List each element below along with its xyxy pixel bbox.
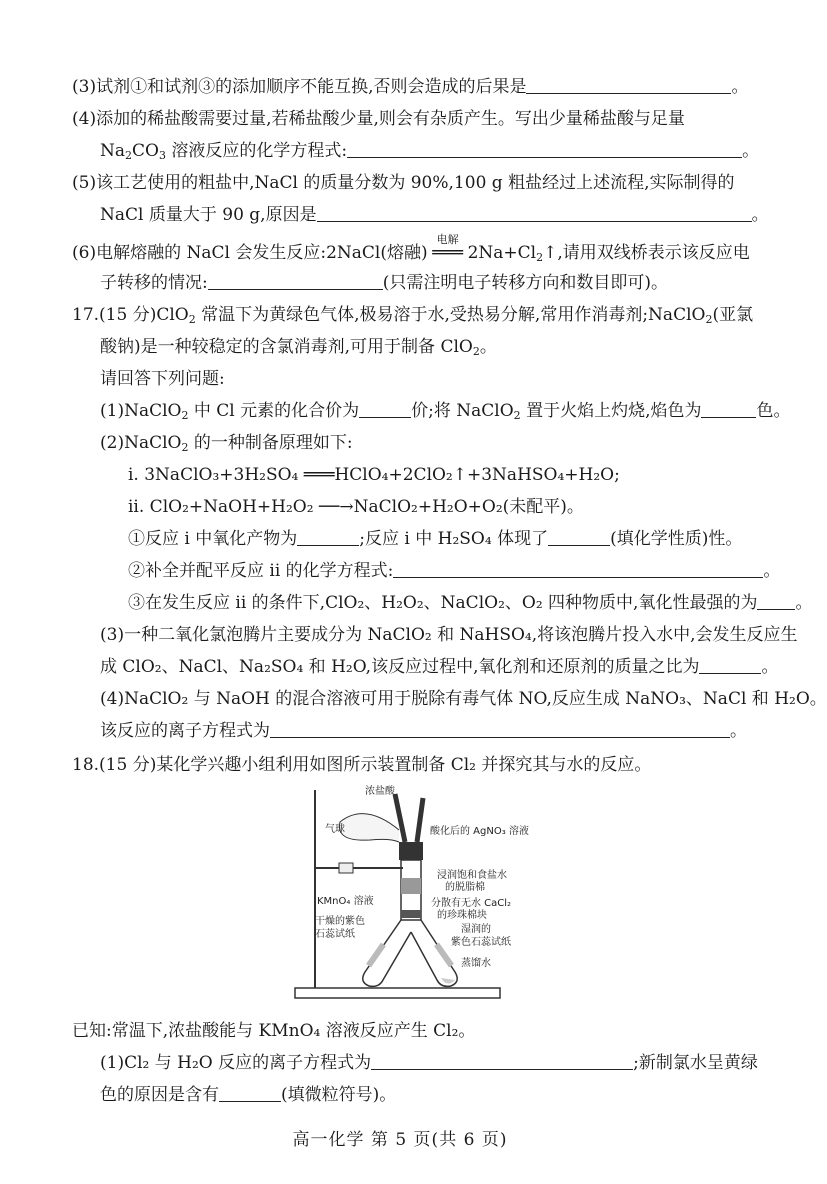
distilled-water (441, 978, 455, 984)
q17-reaction-ii: ii. ClO₂+NaOH+H₂O₂ ──→NaClO₂+H₂O+O₂(未配平)。 (128, 497, 584, 517)
answer-blank[interactable] (526, 77, 731, 94)
q18-part1-line1: (1)Cl₂ 与 H₂O 反应的离子方程式为 ;新制氯水呈黄绿 (100, 1053, 758, 1073)
stand-base (295, 988, 500, 998)
label-water: 蒸馏水 (461, 958, 491, 969)
answer-blank[interactable] (208, 273, 383, 290)
syringe-agno3 (417, 798, 423, 842)
q17-sub3: ③在发生反应 ii 的条件下,ClO₂、H₂O₂、NaClO₂、O₂ 四种物质中,氧化性最强的为 。 (128, 593, 813, 613)
q18-known: 已知:常温下,浓盐酸能与 KMnO₄ 溶液反应产生 Cl₂。 (72, 1021, 476, 1041)
label-balloon: 气球 (325, 824, 345, 835)
q17-part4-line1: (4)NaClO₂ 与 NaOH 的混合溶液可用于脱除有毒气体 NO,反应生成 NaNO₃、NaCl 和 H₂O。 (100, 689, 827, 709)
dry-litmus (366, 943, 386, 968)
balloon (339, 814, 399, 842)
q16-part5-line1: (5)该工艺使用的粗盐中,NaCl 的质量分数为 90%,100 g 粗盐经过上述流程,实际制得的 (72, 173, 735, 193)
q17-reaction-i: i. 3NaClO₃+3H₂SO₄ ═══HClO₄+2ClO₂↑+3NaHSO₄+H₂O; (128, 465, 620, 485)
right-leg (411, 920, 457, 986)
label-cacl2a: 分散有无水 CaCl₂ (431, 898, 512, 909)
stopper (399, 842, 423, 860)
page-footer: 高一化学 第 5 页(共 6 页) (292, 1130, 508, 1150)
answer-blank[interactable] (219, 1085, 281, 1102)
answer-blank[interactable] (359, 401, 411, 418)
q17-part4-line2: 该反应的离子方程式为 。 (100, 721, 747, 741)
answer-blank[interactable] (393, 561, 763, 578)
q16-part4-line1: (4)添加的稀盐酸需要过量,若稀盐酸少量,则会有杂质产生。写出少量稀盐酸与足量 (72, 109, 685, 129)
q17-part3-line1: (3)一种二氧化氯泡腾片主要成分为 NaClO₂ 和 NaHSO₄,将该泡腾片投入水中,会发生反应生 (100, 625, 798, 645)
q16-part5-line2: NaCl 质量大于 90 g,原因是 。 (100, 205, 769, 225)
label-conc-hcl: 浓盐酸 (365, 786, 395, 797)
left-leg (363, 920, 411, 986)
answer-blank[interactable] (317, 205, 752, 222)
clamp-knob (339, 863, 353, 873)
q17-intro-line1: 17.(15 分)ClO$_2$ 常温下为黄绿色气体,极易溶于水,受热易分解,常用作消毒剂;NaClO$_2$(亚氯 (72, 305, 754, 326)
q17-part2: (2)NaClO$_2$ 的一种制备原理如下: (100, 433, 353, 454)
answer-blank[interactable] (347, 141, 742, 158)
q17-sub2: ②补全并配平反应 ii 的化学方程式: 。 (128, 561, 781, 581)
answer-blank[interactable] (699, 657, 761, 674)
q17-sub1: ①反应 i 中氧化产物为 ;反应 i 中 H₂SO₄ 体现了 (填化学性质)性。 (128, 529, 743, 549)
q17-intro-line2: 酸钠)是一种较稳定的含氯消毒剂,可用于制备 ClO$_2$。 (100, 337, 497, 358)
label-cotton1a: 浸润饱和食盐水 (437, 870, 507, 881)
kmno4-solution (401, 878, 421, 894)
label-cacl2b: 的珍珠棉块 (437, 910, 487, 921)
q17-part3-line2: 成 ClO₂、NaCl、Na₂SO₄ 和 H₂O,该反应过程中,氧化剂和还原剂的质量之比为 。 (100, 657, 779, 677)
label-kmno4: KMnO₄ 溶液 (317, 896, 374, 907)
q18-intro: 18.(15 分)某化学兴趣小组利用如图所示装置制备 Cl₂ 并探究其与水的反应。 (72, 755, 652, 775)
answer-blank[interactable] (701, 401, 756, 418)
label-dry-a: 干燥的紫色 (315, 916, 365, 927)
label-agno3: 酸化后的 AgNO₃ 溶液 (430, 826, 529, 837)
apparatus-figure (295, 782, 529, 1007)
label-dry-b: 石蕊试纸 (315, 929, 355, 940)
q16-part3: (3)试剂①和试剂③的添加顺序不能互换,否则会造成的后果是 。 (72, 77, 749, 97)
answer-blank[interactable] (757, 593, 795, 610)
answer-blank[interactable] (548, 529, 610, 546)
q16-part6-line2: 子转移的情况: (只需注明电子转移方向和数目即可)。 (100, 273, 668, 293)
q18-part1-line2: 色的原因是含有 (填微粒符号)。 (100, 1085, 397, 1105)
pearl-cotton (401, 910, 421, 918)
q16-part4-line2: $Na_2CO_3$ 溶液反应的化学方程式: 。 (100, 141, 760, 162)
q17-ask: 请回答下列问题: (100, 369, 225, 389)
label-wet-a: 湿润的 (461, 924, 491, 935)
label-wet-b: 紫色石蕊试纸 (451, 937, 511, 948)
answer-blank[interactable] (371, 1053, 633, 1070)
label-cotton1b: 的脱脂棉 (445, 882, 485, 893)
answer-blank[interactable] (270, 721, 730, 738)
electrolysis-condition: 电解 (436, 233, 459, 246)
q17-part1: (1)NaClO$_2$ 中 Cl 元素的化合价为 价;将 NaClO$_2$ 置于火焰上灼烧,焰色为 色。 (100, 401, 791, 422)
answer-blank[interactable] (297, 529, 359, 546)
q16-part6-line1: (6)电解熔融的 NaCl 会发生反应:2NaCl(熔融) 电解 ═══ $2Na+Cl_2↑$,请用双线桥表示该反应电 (72, 242, 750, 269)
